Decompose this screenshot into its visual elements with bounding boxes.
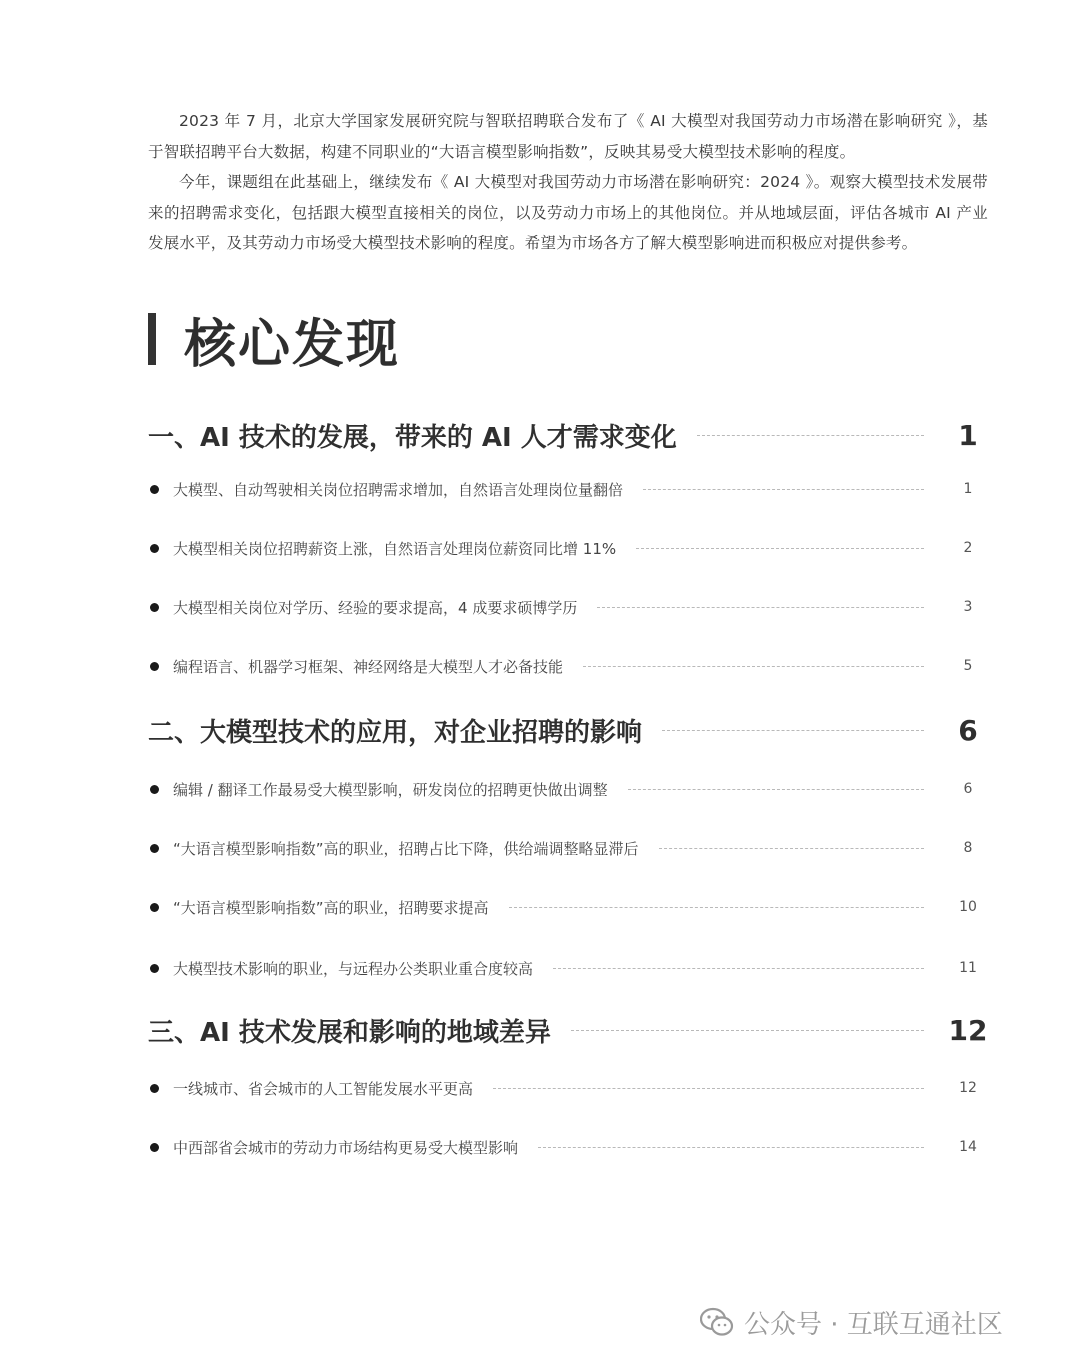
toc-item[interactable] bbox=[148, 476, 988, 502]
toc-page-number: 1 bbox=[963, 481, 973, 497]
toc-leader bbox=[509, 907, 924, 908]
toc-item[interactable] bbox=[148, 835, 988, 861]
intro-paragraph-1: 2023 年 7 月，北京大学国家发展研究院与智联招聘联合发布了《 AI 大模型对我国劳动力市场潜在影响研究 》，基于智联招聘平台大数据，构建不同职业的“大语言模型影响指数”，反映其易受大模型技术影响的程度。 bbox=[148, 112, 988, 161]
watermark bbox=[700, 1302, 1003, 1342]
toc-page-number: 14 bbox=[959, 1139, 977, 1155]
heading-accent-bar bbox=[148, 313, 156, 365]
toc-item-title: 一线城市、省会城市的人工智能发展水平更高 bbox=[173, 1079, 474, 1098]
toc-item[interactable] bbox=[148, 535, 988, 561]
toc-item[interactable] bbox=[148, 894, 988, 920]
toc-chapter-2[interactable] bbox=[148, 710, 988, 750]
toc-item[interactable] bbox=[148, 653, 988, 679]
bullet-icon bbox=[150, 785, 159, 794]
toc-item-title: 编程语言、机器学习框架、神经网络是大模型人才必备技能 bbox=[173, 657, 564, 676]
toc-leader bbox=[662, 730, 924, 731]
bullet-icon bbox=[150, 844, 159, 853]
toc-item-title: 大模型相关岗位对学历、经验的要求提高，4 成要求硕博学历 bbox=[173, 598, 578, 617]
toc-page-number: 8 bbox=[963, 840, 973, 856]
toc-item-title: 大模型、自动驾驶相关岗位招聘需求增加，自然语言处理岗位量翻倍 bbox=[173, 480, 624, 499]
bullet-icon bbox=[150, 964, 159, 973]
intro-text bbox=[148, 106, 988, 259]
toc-item[interactable] bbox=[148, 1134, 988, 1160]
toc-page-number: 12 bbox=[959, 1080, 977, 1096]
toc-item[interactable] bbox=[148, 594, 988, 620]
toc-page-number: 1 bbox=[958, 418, 978, 452]
toc-leader bbox=[628, 789, 924, 790]
toc-leader bbox=[636, 548, 924, 549]
toc-item[interactable] bbox=[148, 1075, 988, 1101]
toc-leader bbox=[583, 666, 924, 667]
toc-chapter-title: 一、AI 技术的发展，带来的 AI 人才需求变化 bbox=[148, 422, 677, 453]
toc-item-title: 编辑 / 翻译工作最易受大模型影响，研发岗位的招聘更快做出调整 bbox=[173, 780, 608, 799]
intro-paragraph-2: 今年，课题组在此基础上，继续发布《 AI 大模型对我国劳动力市场潜在影响研究：2024 》。观察大模型技术发展带来的招聘需求变化，包括跟大模型直接相关的岗位，以及劳动力市场上的其他岗位。并从地域层面，评估各城市 AI 产业发展水平，及其劳动力市场受大模型技术影响的程度。希望为市场各方了解大模型影响进而积极应对提供参考。 bbox=[148, 173, 988, 252]
wechat-icon bbox=[700, 1307, 734, 1337]
toc-item[interactable] bbox=[148, 955, 988, 981]
toc-page-number: 3 bbox=[963, 599, 973, 615]
toc-page-number: 12 bbox=[948, 1013, 988, 1047]
toc-item-title: “大语言模型影响指数”高的职业，招聘要求提高 bbox=[173, 898, 489, 917]
toc-page-number: 11 bbox=[959, 960, 977, 976]
bullet-icon bbox=[150, 662, 159, 671]
toc-chapter-title: 二、大模型技术的应用，对企业招聘的影响 bbox=[148, 717, 643, 748]
bullet-icon bbox=[150, 1084, 159, 1093]
bullet-icon bbox=[150, 603, 159, 612]
toc-chapter-1[interactable] bbox=[148, 415, 988, 455]
toc-item-title: 大模型相关岗位招聘薪资上涨，自然语言处理岗位薪资同比增 11% bbox=[173, 539, 617, 558]
toc-item-title: 大模型技术影响的职业，与远程办公类职业重合度较高 bbox=[173, 959, 534, 978]
toc-leader bbox=[643, 489, 924, 490]
toc-page-number: 2 bbox=[963, 540, 973, 556]
toc-item-title: 中西部省会城市的劳动力市场结构更易受大模型影响 bbox=[173, 1138, 519, 1157]
toc-chapter-title: 三、AI 技术发展和影响的地域差异 bbox=[148, 1017, 551, 1048]
toc-page-number: 6 bbox=[958, 713, 978, 747]
toc-leader bbox=[659, 848, 924, 849]
toc-page-number: 10 bbox=[959, 899, 977, 915]
toc-item-title: “大语言模型影响指数”高的职业，招聘占比下降，供给端调整略显滞后 bbox=[173, 839, 639, 858]
watermark-text: 公众号 · 互联互通社区 bbox=[744, 1309, 1003, 1340]
toc-leader bbox=[571, 1030, 924, 1031]
toc-page-number: 6 bbox=[963, 781, 973, 797]
toc-leader bbox=[597, 607, 924, 608]
bullet-icon bbox=[150, 903, 159, 912]
toc-item[interactable] bbox=[148, 776, 988, 802]
toc-leader bbox=[493, 1088, 924, 1089]
bullet-icon bbox=[150, 1143, 159, 1152]
bullet-icon bbox=[150, 544, 159, 553]
bullet-icon bbox=[150, 485, 159, 494]
section-heading bbox=[148, 308, 401, 375]
section-title: 核心发现 bbox=[184, 314, 401, 375]
toc-page-number: 5 bbox=[963, 658, 973, 674]
toc-leader bbox=[538, 1147, 924, 1148]
toc-chapter-3[interactable] bbox=[148, 1010, 988, 1050]
toc-leader bbox=[553, 968, 924, 969]
toc-leader bbox=[697, 435, 924, 436]
